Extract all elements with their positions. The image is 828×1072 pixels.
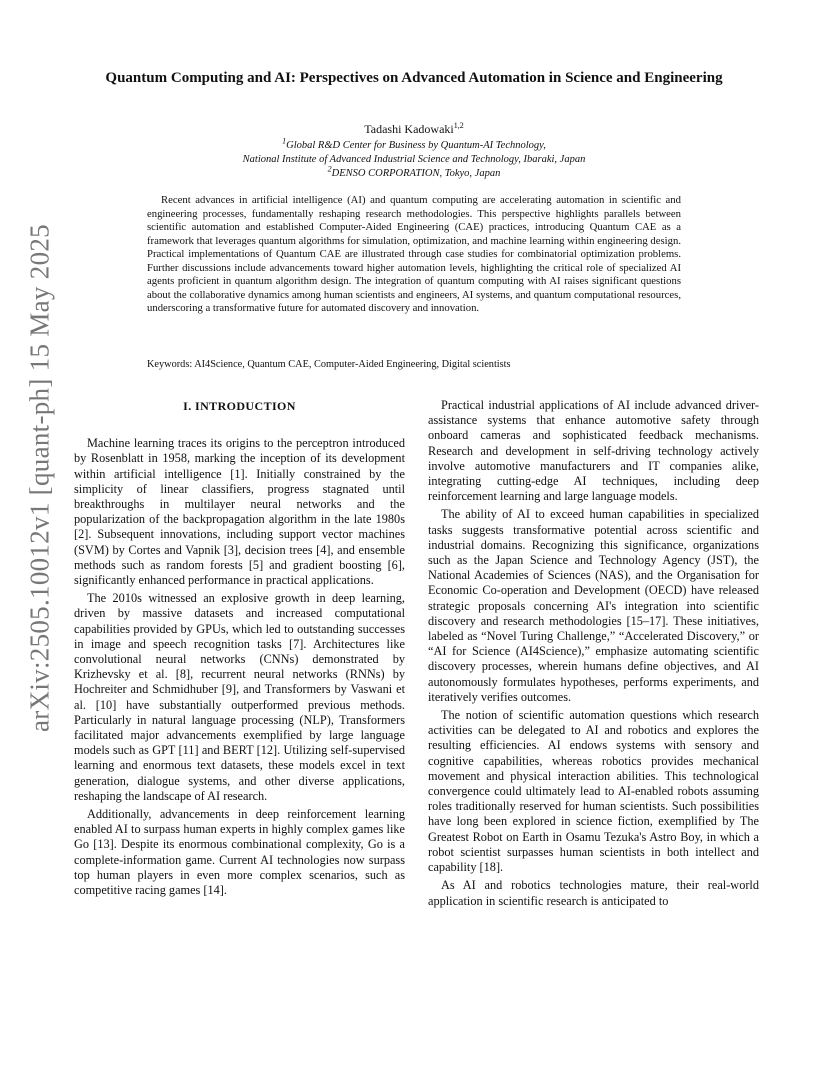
left-column [74,399,405,901]
paragraph: Practical industrial applications of AI include advanced driver-assistance systems that enhance automotive safety through onboard cameras and sophisticated feedback mechanisms. Research and development in self-driving technology actively involve automotive manufacturers and IT companies alike, integrating cutting-edge AI techniques, including deep reinforcement learning and large language models. [428,398,759,504]
affiliation-mark: 1 [282,136,287,146]
author-affiliation-marks: 1,2 [453,121,464,130]
paper-title: Quantum Computing and AI: Perspectives on Advanced Automation in Science and Engineering [105,70,723,86]
author-line [70,122,758,137]
arxiv-sidebar [20,224,60,732]
paragraph: The notion of scientific automation questions which research activities can be delegated to AI and robotics and explores the resulting efficiencies. AI endows systems with sensory and cognitive capabilities, whereas robotics provides mechanical movement and physical interaction abilities. This technological convergence could ultimately lead to AI-enabled robots assuming roles traditionally reserved for human scientists. Such possibilities have long been explored in science fiction, exemplified by The Greatest Robot on Earth in Osamu Tezuka's Astro Boy, in which a robot scientist surpasses human scientists in both intellect and capability [18]. [428,708,759,875]
affiliation-1-line-2: National Institute of Advanced Industrial Science and Technology, Ibaraki, Japan [242,154,586,165]
arxiv-identifier: arXiv:2505.10012v1 [quant-ph] 15 May 2025 [24,224,55,732]
paragraph: Machine learning traces its origins to the perceptron introduced by Rosenblatt in 1958, marking the inception of its development within artificial intelligence [1]. Initially constrained by the simplicity of linear classifiers, progress stagnated until breakthroughs in multilayer neural networks and the popularization of the backpropagation algorithm in the late 1980s [2]. Subsequent innovations, including support vector machines (SVM) by Cortes and Vapnik [3], decision trees [4], and ensemble methods such as random forests [5] and gradient boosting [6], significantly enhanced performance in practical applications. [74,436,405,588]
affiliation-text: DENSO CORPORATION, Tokyo, Japan [331,168,501,179]
paragraph: The ability of AI to exceed human capabilities in specialized tasks suggests transformative potential across scientific and industrial domains. Recognizing this significance, organizations such as the Japan Science and Technology Agency (JST), the National Academies of Sciences (NAS), and the Organisation for Economic Co-operation and Development (OECD) have released strategic proposals concerning AI's integration into scientific discovery and research methodologies [15–17]. These initiatives, labeled as “Novel Turing Challenge,” “Accelerated Discovery,” or “AI for Science (AI4Science),” emphasize automating scientific discovery processes, wherein humans define objectives, and AI autonomously formulates hypotheses, performs experiments, and iteratively verifies outcomes. [428,507,759,704]
right-column [428,398,759,912]
abstract: Recent advances in artificial intelligence (AI) and quantum computing are accelerating automation in scientific and engineering processes, fundamentally reshaping research methodologies. This perspective highlights parallels between scientific automation and established Computer-Aided Engineering (CAE) practices, introducing Quantum CAE as a framework that leverages quantum algorithms for simulation, optimization, and machine learning within engineering design. Practical implementations of Quantum CAE are illustrated through case studies for combinatorial optimization problems. Further discussions include advancements toward higher automation levels, highlighting the critical role of specialized AI agents proficient in quantum algorithm design. The integration of quantum computing with AI raises significant questions about the collaborative dynamics among human scientists and engineers, AI systems, and quantum computational resources, underscoring a transformative future for automated discovery and innovation. [147,194,681,314]
paragraph: As AI and robotics technologies mature, their real-world application in scientific research is anticipated to [428,878,759,908]
affiliation-2 [70,164,758,181]
affiliation-1-line-1 [70,136,758,153]
affiliation-mark: 2 [327,164,332,174]
section-heading: I. INTRODUCTION [183,399,296,413]
paragraph: The 2010s witnessed an explosive growth in deep learning, driven by massive datasets and increased computational capabilities provided by GPUs, which led to outstanding successes in image and speech recognition tasks [7]. Architectures like convolutional neural networks (CNNs) demonstrated by Krizhevsky et al. [8], recurrent neural networks (RNNs) by Hochreiter and Schmidhuber [9], and Transformers by Vaswani et al. [10] have substantially outperformed previous methods. Particularly in natural language processing (NLP), Transformers facilitated major advancements exemplified by large language models such as GPT [11] and BERT [12]. Utilizing self-supervised learning and enormous text datasets, these models excel in text generation, dialogue systems, and other diverse applications, reshaping the landscape of AI research. [74,591,405,803]
author-name: Tadashi Kadowaki [364,122,454,136]
paragraph: Additionally, advancements in deep reinforcement learning enabled AI to surpass human experts in highly complex games like Go [13]. Despite its enormous combinational complexity, Go is a complete-information game. Current AI technologies now surpass top human players in even more complex scenarios, such as competitive racing games [14]. [74,807,405,898]
affiliation-text: Global R&D Center for Business by Quantum-AI Technology, [286,140,546,151]
affiliations [70,136,758,181]
keywords: Keywords: AI4Science, Quantum CAE, Computer-Aided Engineering, Digital scientists [147,359,511,370]
